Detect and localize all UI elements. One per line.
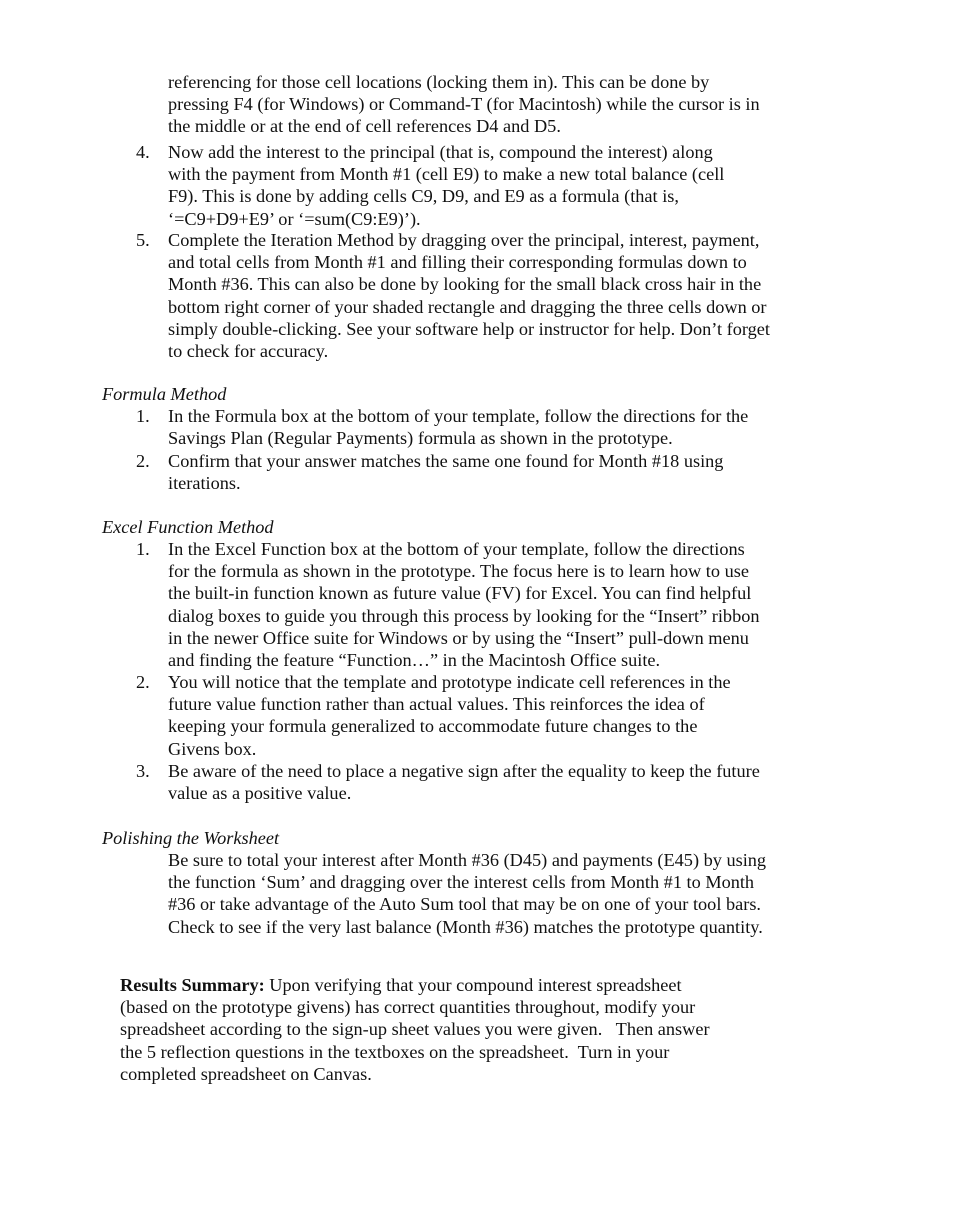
results-summary-first-text: Upon verifying that your compound interest spreadsheet bbox=[264, 975, 682, 995]
text-line: Givens box. bbox=[168, 738, 257, 759]
formula-method-heading: Formula Method bbox=[102, 384, 227, 404]
text-line: keeping your formula generalized to accommodate future changes to the bbox=[168, 716, 698, 737]
text-line: Now add the interest to the principal (that is, compound the interest) along bbox=[168, 142, 713, 162]
text-line: #36 or take advantage of the Auto Sum tool that may be on one of your tool bars. bbox=[168, 894, 761, 915]
text-line: the function ‘Sum’ and dragging over the interest cells from Month #1 to Month bbox=[168, 872, 755, 893]
excel-method-heading: Excel Function Method bbox=[102, 517, 274, 537]
text-line: to check for accuracy. bbox=[168, 341, 329, 362]
text-line: Be aware of the need to place a negative sign after the equality to keep the future bbox=[168, 761, 760, 781]
text-line: In the Formula box at the bottom of your template, follow the directions for the bbox=[168, 406, 749, 426]
text-line: Be sure to total your interest after Month #36 (D45) and payments (E45) by using bbox=[168, 850, 767, 870]
formula-step-2 bbox=[136, 450, 724, 494]
step-number: 1. bbox=[136, 539, 150, 559]
iteration-step-5 bbox=[136, 229, 770, 362]
text-line: Savings Plan (Regular Payments) formula as shown in the prototype. bbox=[168, 428, 673, 449]
text-line: the middle or at the end of cell references D4 and D5. bbox=[168, 116, 561, 137]
step-number: 2. bbox=[136, 672, 150, 692]
text-line: Complete the Iteration Method by dragging over the principal, interest, payment, bbox=[168, 230, 760, 250]
text-line: completed spreadsheet on Canvas. bbox=[120, 1063, 372, 1084]
text-line: Check to see if the very last balance (Month #36) matches the prototype quantity. bbox=[168, 916, 763, 937]
text-line: F9). This is done by adding cells C9, D9, and E9 as a formula (that is, bbox=[168, 186, 679, 207]
text-line: pressing F4 (for Windows) or Command-T (for Macintosh) while the cursor is in bbox=[168, 94, 760, 115]
iteration-step-4 bbox=[136, 141, 725, 230]
text-line: (based on the prototype givens) has correct quantities throughout, modify your bbox=[120, 997, 696, 1018]
text-line: In the Excel Function box at the bottom of your template, follow the directions bbox=[168, 539, 745, 559]
results-summary-label: Results Summary: bbox=[120, 975, 265, 995]
step-number: 4. bbox=[136, 142, 150, 162]
text-line: and finding the feature “Function…” in the Macintosh Office suite. bbox=[168, 650, 661, 671]
step-number: 1. bbox=[136, 406, 150, 426]
excel-step-2 bbox=[136, 671, 731, 760]
polishing-heading: Polishing the Worksheet bbox=[102, 828, 280, 848]
results-summary-first-line bbox=[120, 974, 820, 996]
step-number: 3. bbox=[136, 761, 150, 781]
text-line: for the formula as shown in the prototype. The focus here is to learn how to use bbox=[168, 561, 749, 582]
text-line: with the payment from Month #1 (cell E9) to make a new total balance (cell bbox=[168, 164, 725, 185]
text-line: in the newer Office suite for Windows or by using the “Insert” pull-down menu bbox=[168, 627, 749, 648]
text-line: bottom right corner of your shaded rectangle and dragging the three cells down or bbox=[168, 296, 767, 317]
continuation-paragraph bbox=[168, 71, 808, 138]
text-line: Confirm that your answer matches the same one found for Month #18 using bbox=[168, 451, 724, 471]
excel-step-3 bbox=[136, 760, 760, 804]
text-line: spreadsheet according to the sign-up sheet values you were given. Then answer bbox=[120, 1019, 710, 1040]
formula-step-1 bbox=[136, 405, 749, 449]
text-line: value as a positive value. bbox=[168, 783, 352, 804]
step-number: 2. bbox=[136, 451, 150, 471]
text-line: You will notice that the template and prototype indicate cell references in the bbox=[168, 672, 731, 692]
text-line: referencing for those cell locations (locking them in). This can be done by bbox=[168, 72, 710, 92]
text-line: dialog boxes to guide you through this process by looking for the “Insert” ribbon bbox=[168, 605, 760, 626]
text-line: and total cells from Month #1 and filling their corresponding formulas down to bbox=[168, 252, 747, 273]
results-summary bbox=[120, 974, 820, 1085]
text-line: iterations. bbox=[168, 473, 241, 494]
text-line: Month #36. This can also be done by looking for the small black cross hair in the bbox=[168, 274, 762, 295]
text-line: the built-in function known as future value (FV) for Excel. You can find helpful bbox=[168, 583, 752, 604]
excel-step-1 bbox=[136, 538, 760, 671]
text-line: simply double-clicking. See your software help or instructor for help. Don’t forget bbox=[168, 318, 770, 339]
step-number: 5. bbox=[136, 230, 150, 250]
polishing-paragraph bbox=[168, 849, 766, 938]
text-line: future value function rather than actual values. This reinforces the idea of bbox=[168, 694, 705, 715]
text-line: ‘=C9+D9+E9’ or ‘=sum(C9:E9)’). bbox=[168, 208, 421, 229]
text-line: the 5 reflection questions in the textboxes on the spreadsheet. Turn in your bbox=[120, 1041, 670, 1062]
